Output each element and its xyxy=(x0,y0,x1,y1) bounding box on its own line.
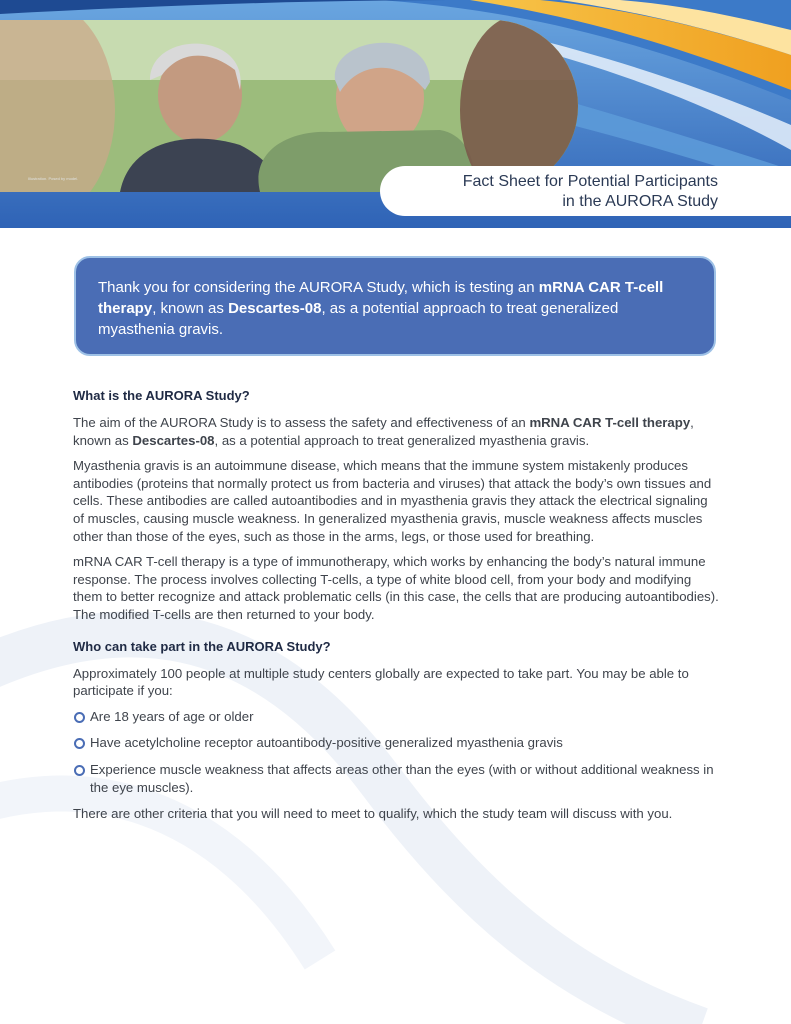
main-content xyxy=(73,387,721,831)
title-line-2: in the AURORA Study xyxy=(562,193,718,210)
list-item-text: Experience muscle weakness that affects areas other than the eyes (with or without additional weakness in the eye muscles). xyxy=(90,761,714,795)
list-item xyxy=(73,708,721,726)
text-run: , as a potential approach to treat generalized myasthenia gravis. xyxy=(214,432,590,448)
list-item xyxy=(73,734,721,752)
header-banner xyxy=(0,0,791,228)
list-item xyxy=(73,761,721,796)
bullet-circle-icon xyxy=(74,738,85,749)
bold-product: Descartes-08 xyxy=(132,432,215,448)
list-item-text: Are 18 years of age or older xyxy=(90,708,254,724)
text-run: The aim of the AURORA Study is to assess the safety and effectiveness of an xyxy=(73,415,530,430)
fact-sheet-title xyxy=(463,172,718,212)
callout-bold-product: Descartes-08 xyxy=(228,300,322,317)
paragraph-study-aim xyxy=(73,414,721,449)
bullet-circle-icon xyxy=(74,712,85,723)
eligibility-list xyxy=(73,708,721,796)
callout-text: Thank you for considering the AURORA Study, which is testing an xyxy=(98,279,539,296)
paragraph-other-criteria: There are other criteria that you will need to meet to qualify, which the study team will discuss with you. xyxy=(73,806,673,822)
text-run: , known as xyxy=(73,415,694,448)
title-line-1: Fact Sheet for Potential Participants xyxy=(462,173,718,190)
paragraph-car-t-therapy: mRNA CAR T-cell therapy is a type of immunotherapy, which works by enhancing the body’s natural immune response. The process involves collecting T-cells, a type of white blood cell, from your body and modifying them to better recognize and attack problematic cells (in this case, the cells that are producing autoantibodies). The modified T-cells are then returned to your body. xyxy=(73,554,719,622)
callout-text: , as a potential approach to treat generalized myasthenia gravis. xyxy=(98,300,619,338)
callout-text: , known as xyxy=(152,300,229,317)
section-heading-what-is: What is the AURORA Study? xyxy=(73,388,250,403)
callout-bold-therapy: mRNA CAR T-cell therapy xyxy=(98,279,664,317)
bullet-circle-icon xyxy=(74,765,85,776)
bold-therapy: mRNA CAR T-cell therapy xyxy=(529,415,691,430)
intro-callout xyxy=(74,256,716,356)
paragraph-eligibility-intro: Approximately 100 people at multiple study centers globally are expected to take part. You may be able to participate if you: xyxy=(73,665,689,699)
paragraph-myasthenia-gravis: Myasthenia gravis is an autoimmune disease, which means that the immune system mistakenly produces antibodies (proteins that normally protect us from bacteria and viruses) that attack the body’s own tissues and cells. These antibodies are called autoantibodies and in myasthenia gravis they attack the electrical signaling of muscles, causing muscle weakness. In generalized myasthenia gravis, muscle weakness affects muscles other than those of the eyes, such as those in the arms, legs, or those used for breathing. xyxy=(73,458,712,544)
list-item-text: Have acetylcholine receptor autoantibody-positive generalized myasthenia gravis xyxy=(90,735,563,751)
photo-caption: Illustration. Posed by model. xyxy=(28,176,79,181)
section-heading-who-can: Who can take part in the AURORA Study? xyxy=(73,638,331,654)
